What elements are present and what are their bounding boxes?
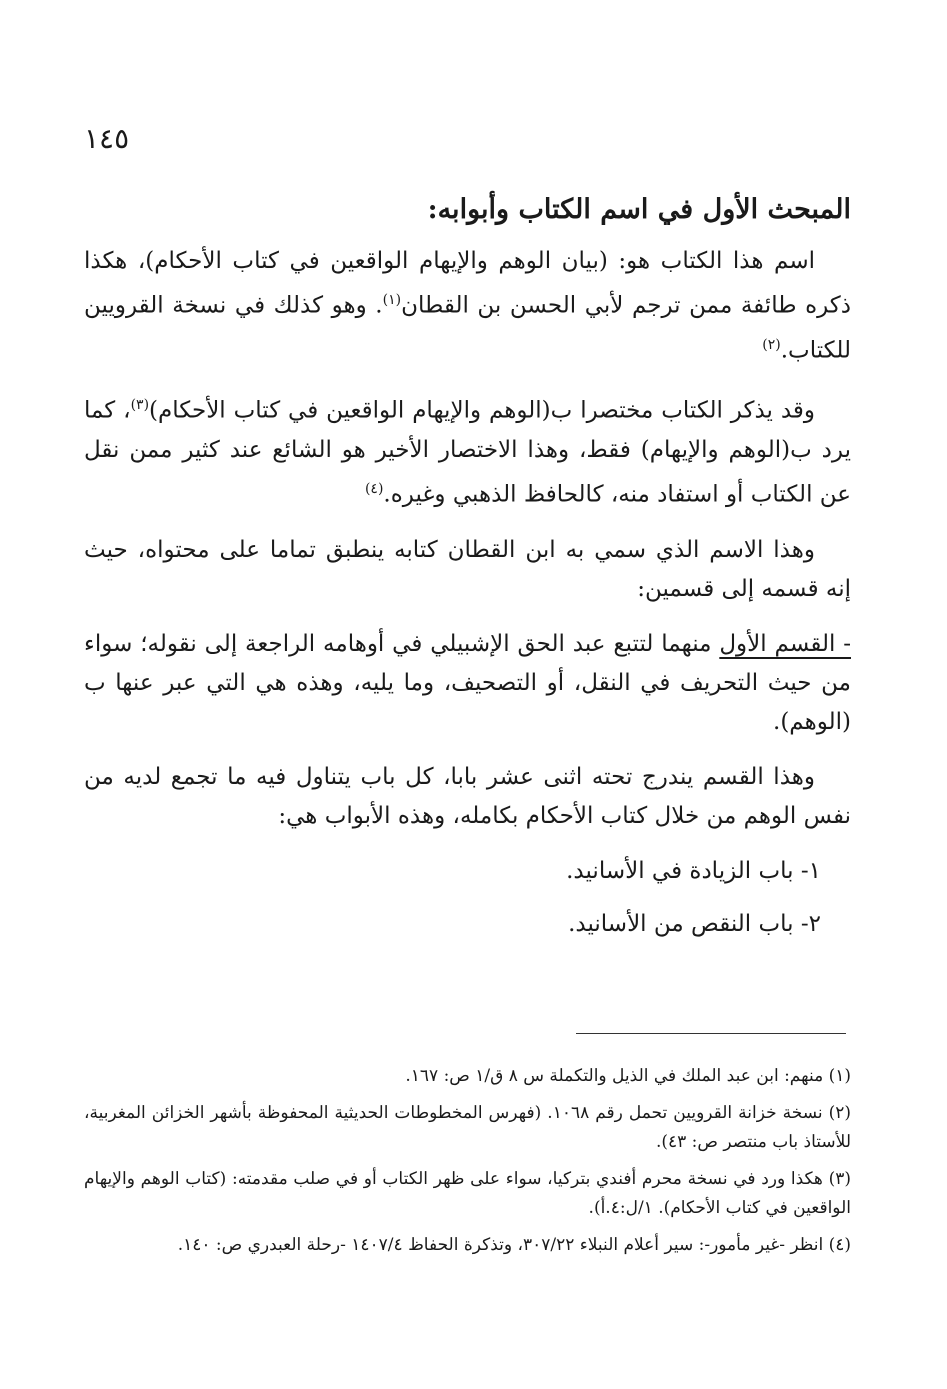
footnote-divider — [576, 1033, 846, 1034]
footnote-ref-2: (٢) — [762, 336, 781, 353]
footnote-3: (٣) هكذا ورد في نسخة محرم أفندي بتركيا، سواء على ظهر الكتاب أو في صلب مقدمته: (كتاب الوهم والإيهام الواقعين في كتاب الأحكام). ١/ل:٤.أ). — [84, 1169, 851, 1218]
first-part-label: - القسم الأول — [719, 630, 851, 657]
footnote-2: (٢) نسخة خزانة القرويين تحمل رقم ١٠٦٨. (فهرس المخطوطات الحديثية المحفوظة بأشهر الخزائن المغربية، للأستاذ باب منتصر ص: ٤٣). — [84, 1103, 851, 1152]
footnote-ref-3: (٣) — [130, 397, 150, 414]
paragraph-text: وهذا الاسم الذي سمي به ابن القطان كتابه ينطبق تماما على محتواه، حيث إنه قسمه إلى قسمين: — [84, 536, 851, 602]
paragraph-chapters — [84, 758, 851, 836]
paragraph-text: وقد يذكر الكتاب مختصرا ب(الوهم والإيهام الواقعين في كتاب الأحكام) — [149, 397, 815, 424]
footnote-1: (١) منهم: ابن عبد الملك في الذيل والتكملة س ٨ ق/١ ص: ١٦٧. — [405, 1066, 851, 1086]
page-number: ١٤٥ — [84, 122, 130, 155]
chapter-list-item: ٢- باب النقص من الأسانيد. — [568, 910, 821, 937]
footnote-ref-4: (٤) — [364, 480, 384, 497]
paragraph-division — [84, 531, 851, 609]
section-heading: المبحث الأول في اسم الكتاب وأبوابه: — [427, 194, 851, 225]
paragraph-text: وهذا القسم يندرج تحته اثنى عشر بابا، كل باب يتناول فيه ما تجمع لديه من نفس الوهم من خلال كتاب الأحكام بكامله، وهذه الأبواب هي: — [84, 763, 851, 829]
paragraph-text: اسم هذا الكتاب هو: (بيان الوهم والإيهام الواقعين في كتاب الأحكام)، هكذا ذكره طائفة ممن ترجم لأبي الحسن بن القطان — [84, 248, 852, 319]
paragraph-text-continued: . وهو كذلك في نسخة القرويين للكتاب. — [84, 292, 851, 364]
footnotes — [84, 1062, 851, 1268]
footnote-4: (٤) انظر -غير مأمور-: سير أعلام النبلاء ٣٠٧/٢٢، وتذكرة الحفاظ ١٤٠٧/٤ -رحلة العبدري ص: ١٤٠. — [177, 1235, 851, 1255]
paragraph-short-name — [84, 386, 851, 514]
main-body — [84, 190, 851, 958]
chapter-list-item: ١- باب الزيادة في الأسانيد. — [566, 857, 821, 884]
paragraph-book-name — [84, 242, 851, 370]
paragraph-first-part — [84, 625, 851, 742]
paragraph-text-continued: ، كما يرد ب(الوهم والإيهام) فقط، وهذا الاختصار الأخير هو الشائع عند كثير ممن نقل عن الكتاب أو استفاد منه، كالحافظ الذهبي وغيره. — [84, 397, 851, 508]
footnote-ref-1: (١) — [382, 292, 402, 308]
paragraph-text: منهما لتتبع عبد الحق الإشبيلي في أوهامه الراجعة إلى نقوله؛ سواء من حيث التحريف في النقل، أو التصحيف، وما يليه، وهذه هي التي عبر عنها ب (الوهم). — [84, 630, 851, 735]
